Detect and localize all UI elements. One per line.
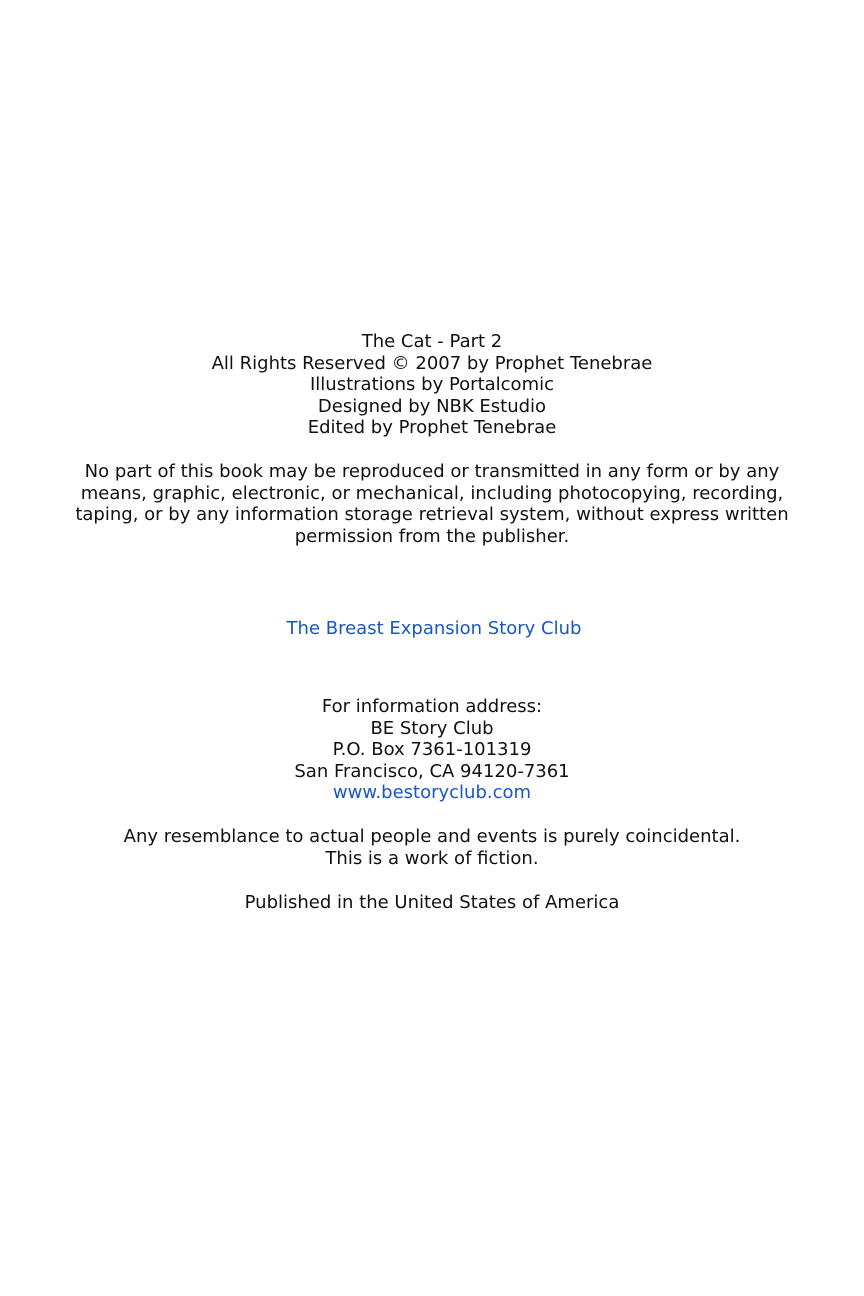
credits-block (40, 331, 824, 439)
disclaimer-line-1: Any resemblance to actual people and events is purely coincidental. (123, 826, 741, 847)
address-block (40, 696, 824, 804)
disclaimer-line-2: This is a work of fiction. (325, 847, 539, 869)
address-po-box: P.O. Box 7361-101319 (332, 739, 532, 761)
legal-notice: No part of this book may be reproduced or transmitted in any form or by any means, graphic, electronic, or mechanical, including photocopying, recording, taping, or by any information storage retrieval system, without express written permission from the publisher. (75, 461, 789, 547)
legal-notice-block (50, 461, 814, 547)
club-link[interactable]: The Breast Expansion Story Club (286, 618, 582, 639)
design-credit: Designed by NBK Estudio (317, 395, 547, 417)
address-heading: For information address: (321, 696, 543, 717)
address-name: BE Story Club (370, 717, 494, 739)
disclaimer-block (40, 826, 824, 869)
club-block (42, 618, 826, 640)
website-link[interactable]: www.bestoryclub.com (332, 782, 532, 804)
published-line: Published in the United States of America (244, 892, 620, 913)
editing-credit: Edited by Prophet Tenebrae (307, 417, 557, 439)
rights-line: All Rights Reserved © 2007 by Prophet Tenebrae (211, 352, 653, 374)
book-title: The Cat - Part 2 (361, 331, 503, 352)
illustrations-credit: Illustrations by Portalcomic (309, 374, 555, 396)
address-city: San Francisco, CA 94120-7361 (294, 760, 570, 782)
published-block (40, 892, 824, 914)
